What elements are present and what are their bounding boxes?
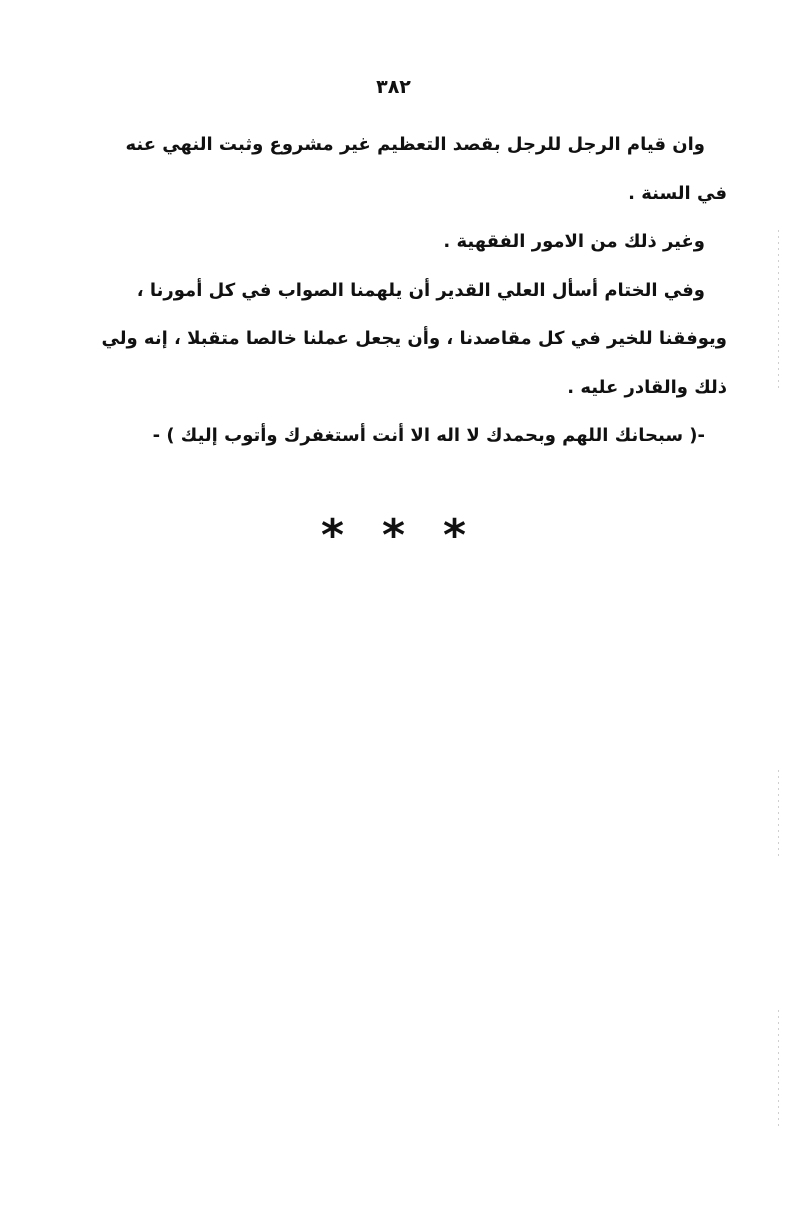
text-line: وغير ذلك من الامور الفقهية . <box>443 231 705 252</box>
text-line: -( سبحانك اللهم وبحمدك لا اله الا أنت أستغفرك وأتوب إليك ) - <box>152 425 705 446</box>
page-number: ٣٨٢ <box>376 76 411 98</box>
body-text <box>82 128 727 468</box>
text-line: ذلك والقادر عليه . <box>567 376 727 398</box>
text-line: في السنة . <box>628 182 727 204</box>
scan-edge-mark <box>778 1010 779 1130</box>
scan-edge-mark <box>778 770 779 860</box>
text-line: ويوفقنا للخير في كل مقاصدنا ، وأن يجعل عملنا خالصا متقبلا ، إنه ولي <box>101 328 727 349</box>
scan-edge-mark <box>778 230 779 390</box>
text-line: وان قيام الرجل للرجل بقصد التعظيم غير مشروع وثبت النهي عنه <box>125 134 705 155</box>
section-divider-stars: *** <box>320 510 505 561</box>
text-line: وفي الختام أسأل العلي القدير أن يلهمنا الصواب في كل أمورنا ، <box>136 279 705 301</box>
